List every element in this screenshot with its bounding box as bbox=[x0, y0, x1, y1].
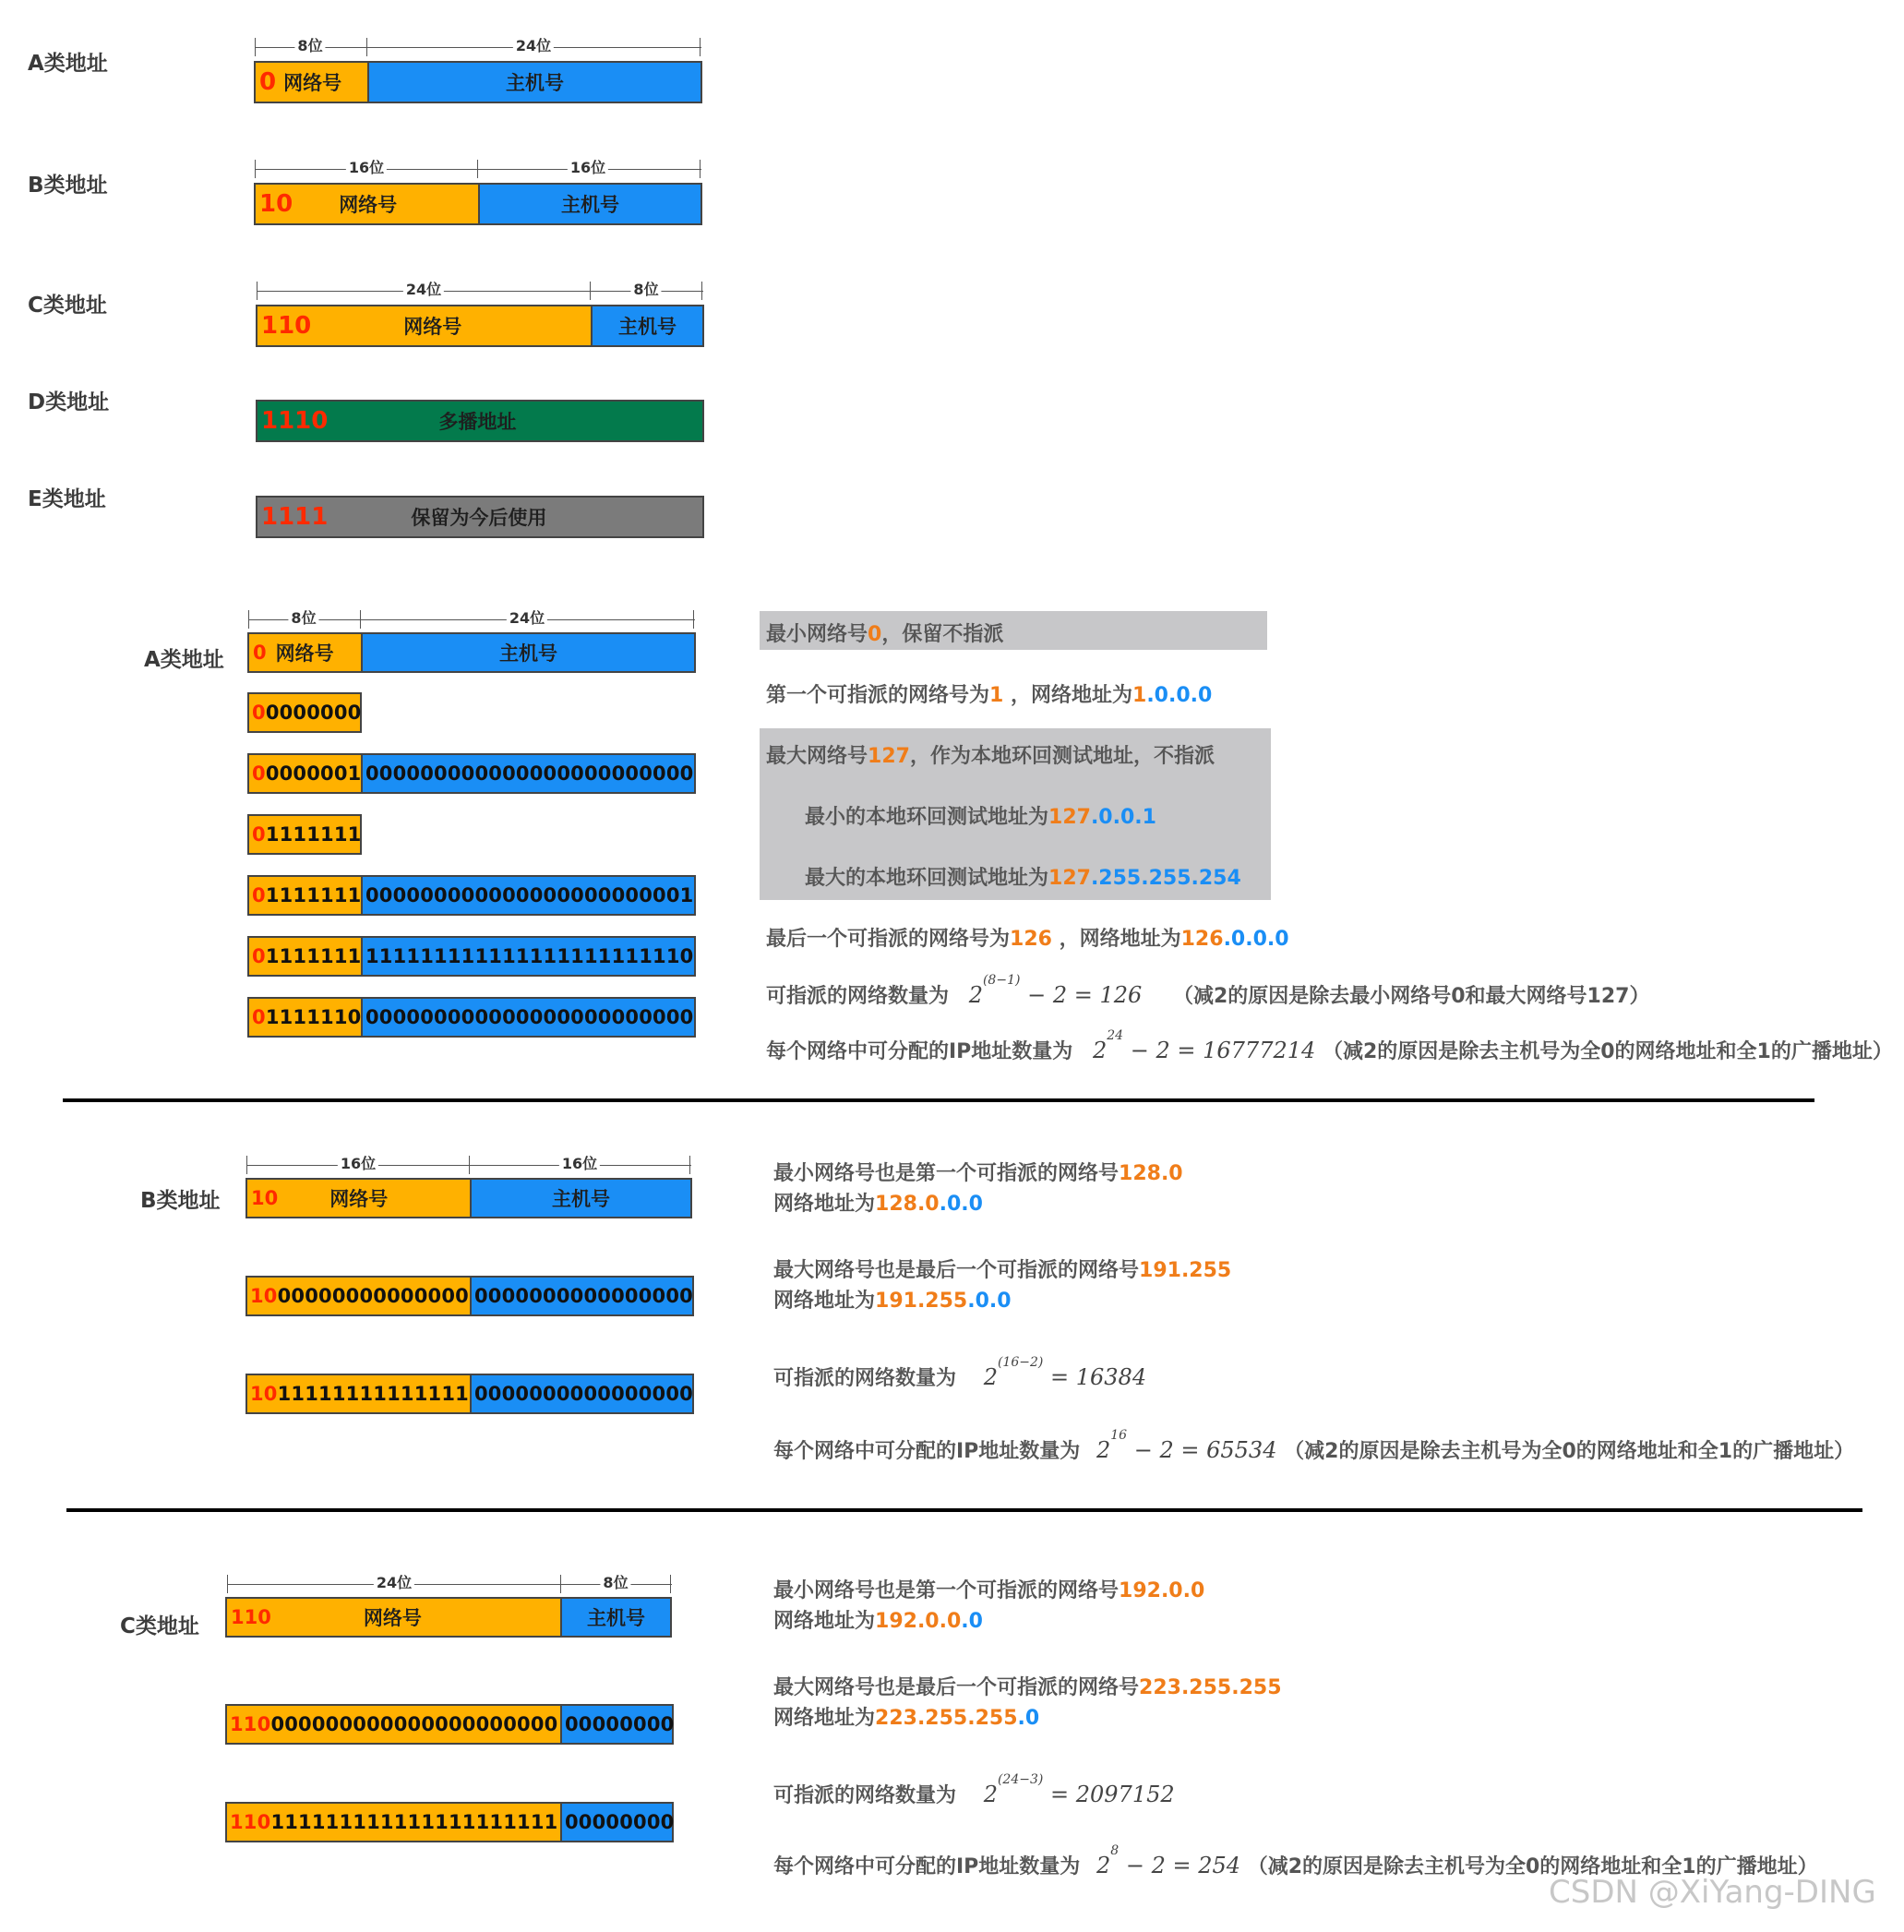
class-a-label: A类地址 bbox=[28, 52, 108, 76]
net-segment bbox=[257, 306, 591, 345]
class-c-bar bbox=[256, 305, 704, 347]
class-b-bar bbox=[245, 1178, 692, 1218]
bits-net-label: 16位 bbox=[346, 160, 387, 176]
bit-row: 110111111111111111111111 00000000 bbox=[225, 1802, 674, 1842]
host-segment bbox=[470, 1180, 690, 1217]
prefix-bits: 0 bbox=[259, 68, 277, 96]
bits-host-label: 24位 bbox=[513, 38, 554, 54]
bit-row: 01111111 bbox=[247, 814, 362, 855]
class-d-bar bbox=[256, 400, 704, 442]
host-segment bbox=[591, 306, 702, 345]
bits-host-label: 8位 bbox=[600, 1575, 630, 1591]
net-label: 网络号 bbox=[403, 316, 462, 338]
net-label: 网络号 bbox=[363, 1607, 422, 1629]
info-line: 最大的本地环回测试地址为127.255.255.254 bbox=[805, 867, 1241, 890]
host-segment bbox=[478, 185, 701, 223]
section-divider bbox=[63, 1098, 1814, 1102]
host-label: 主机号 bbox=[618, 316, 677, 338]
info-line: 最大网络号也是最后一个可指派的网络号223.255.255 bbox=[773, 1676, 1282, 1699]
prefix-bits: 1111 bbox=[261, 503, 329, 531]
net-label: 网络号 bbox=[275, 642, 334, 665]
info-line: 最小的本地环回测试地址为127.0.0.1 bbox=[805, 806, 1156, 829]
prefix-bits: 10 bbox=[251, 1187, 279, 1209]
formula-line: 每个网络中可分配的IP地址数量为 $2^8 - 2 = 254$ （减2的原因是除去主机号为全0的网络地址和全1的广播地址） bbox=[773, 1843, 1818, 1878]
host-segment bbox=[367, 63, 701, 102]
class-b-bar bbox=[254, 183, 702, 225]
bits-host-label: 16位 bbox=[568, 160, 608, 176]
prefix-bits: 110 bbox=[231, 1606, 271, 1628]
net-segment bbox=[249, 634, 361, 671]
watermark: CSDN @XiYang-DING bbox=[1549, 1874, 1876, 1911]
net-label: 网络号 bbox=[339, 194, 398, 216]
bit-row: 00000001 000000000000000000000000 bbox=[247, 753, 696, 794]
formula-line: 可指派的网络数量为 $2^{(24-3)} = 2097152$ bbox=[773, 1772, 1175, 1807]
bit-row: 01111111 111111111111111111111110 bbox=[247, 936, 696, 977]
class-c-bar bbox=[225, 1597, 672, 1638]
info-line: 最小网络号0，保留不指派 bbox=[766, 623, 1004, 646]
bits-host-label: 16位 bbox=[559, 1156, 600, 1172]
class-c-dimension bbox=[227, 1575, 672, 1590]
info-line: 最小网络号也是第一个可指派的网络号128.0 bbox=[773, 1162, 1183, 1185]
reserved-label: 保留为今后使用 bbox=[411, 507, 547, 529]
class-b-label: B类地址 bbox=[140, 1189, 221, 1213]
host-label: 主机号 bbox=[499, 642, 557, 665]
net-label: 网络号 bbox=[283, 72, 342, 94]
bit-row: 01111110 000000000000000000000000 bbox=[247, 997, 696, 1038]
host-label: 主机号 bbox=[561, 194, 619, 216]
bits-net-label: 16位 bbox=[338, 1156, 378, 1172]
class-e-bar bbox=[256, 496, 704, 538]
class-a-bar bbox=[254, 61, 702, 103]
bits-net-label: 8位 bbox=[294, 38, 325, 54]
net-segment bbox=[256, 63, 367, 102]
bits-host-label: 8位 bbox=[630, 282, 661, 298]
class-b-label: B类地址 bbox=[28, 174, 108, 198]
bits-net-label: 24位 bbox=[374, 1575, 414, 1591]
bit-row: 110000000000000000000000 00000000 bbox=[225, 1704, 674, 1745]
host-segment bbox=[361, 634, 694, 671]
formula-line: 每个网络中可分配的IP地址数量为 $2^{16} - 2 = 65534$ （减2的原因是除去主机号为全0的网络地址和全1的广播地址） bbox=[773, 1428, 1855, 1463]
bits-host-label: 24位 bbox=[507, 610, 547, 627]
info-line: 第一个可指派的网络号为1 ，网络地址为1.0.0.0 bbox=[766, 684, 1213, 707]
net-label: 网络号 bbox=[329, 1188, 389, 1210]
class-a-dimension bbox=[248, 610, 695, 625]
info-line: 最大网络号也是最后一个可指派的网络号191.255 bbox=[773, 1259, 1232, 1282]
bit-row: 1011111111111111 0000000000000000 bbox=[245, 1374, 694, 1414]
formula-line: 可指派的网络数量为 $2^{(16-2)} = 16384$ bbox=[773, 1355, 1147, 1390]
bit-row: 1000000000000000 0000000000000000 bbox=[245, 1276, 694, 1316]
section-divider bbox=[66, 1508, 1862, 1512]
info-line: 网络地址为192.0.0.0 bbox=[773, 1610, 983, 1633]
bits-net-label: 24位 bbox=[403, 282, 444, 298]
formula-line: 可指派的网络数量为 $2^{(8-1)} - 2 = 126$ （减2的原因是除去最小网络号0和最大网络号127） bbox=[766, 973, 1650, 1008]
net-segment bbox=[256, 185, 478, 223]
bit-row: 01111111 000000000000000000000001 bbox=[247, 875, 696, 916]
host-segment bbox=[560, 1599, 670, 1636]
class-d-label: D类地址 bbox=[28, 390, 110, 414]
class-a-label: A类地址 bbox=[144, 648, 224, 672]
class-c-label: C类地址 bbox=[28, 294, 107, 318]
info-line: 最大网络号127，作为本地环回测试地址，不指派 bbox=[766, 745, 1215, 768]
multicast-label: 多播地址 bbox=[438, 411, 517, 433]
prefix-bits: 0 bbox=[253, 642, 267, 664]
class-b-dimension bbox=[246, 1156, 691, 1170]
info-line: 网络地址为128.0.0.0 bbox=[773, 1193, 983, 1216]
class-a-dimension bbox=[255, 38, 701, 53]
prefix-bits: 10 bbox=[259, 190, 293, 218]
info-line: 网络地址为191.255.0.0 bbox=[773, 1290, 1012, 1313]
host-label: 主机号 bbox=[587, 1607, 645, 1629]
class-c-dimension bbox=[257, 282, 703, 296]
host-label: 主机号 bbox=[552, 1188, 610, 1210]
bit-row: 00000000 bbox=[247, 692, 362, 733]
prefix-bits: 110 bbox=[261, 312, 312, 340]
info-line: 网络地址为223.255.255.0 bbox=[773, 1707, 1040, 1730]
info-line: 最小网络号也是第一个可指派的网络号192.0.0 bbox=[773, 1579, 1205, 1602]
class-b-dimension bbox=[255, 160, 701, 174]
class-c-label: C类地址 bbox=[120, 1614, 199, 1638]
prefix-bits: 1110 bbox=[261, 407, 329, 435]
info-line: 最后一个可指派的网络号为126 ，网络地址为126.0.0.0 bbox=[766, 928, 1289, 951]
net-segment bbox=[247, 1180, 470, 1217]
class-a-bar bbox=[247, 632, 696, 673]
net-segment bbox=[227, 1599, 560, 1636]
class-e-label: E类地址 bbox=[28, 487, 106, 511]
host-label: 主机号 bbox=[506, 72, 564, 94]
bits-net-label: 8位 bbox=[288, 610, 318, 627]
formula-line: 每个网络中可分配的IP地址数量为 $2^{24} - 2 = 16777214$ （减2的原因是除去主机号为全0的网络地址和全1的广播地址） bbox=[766, 1028, 1893, 1063]
